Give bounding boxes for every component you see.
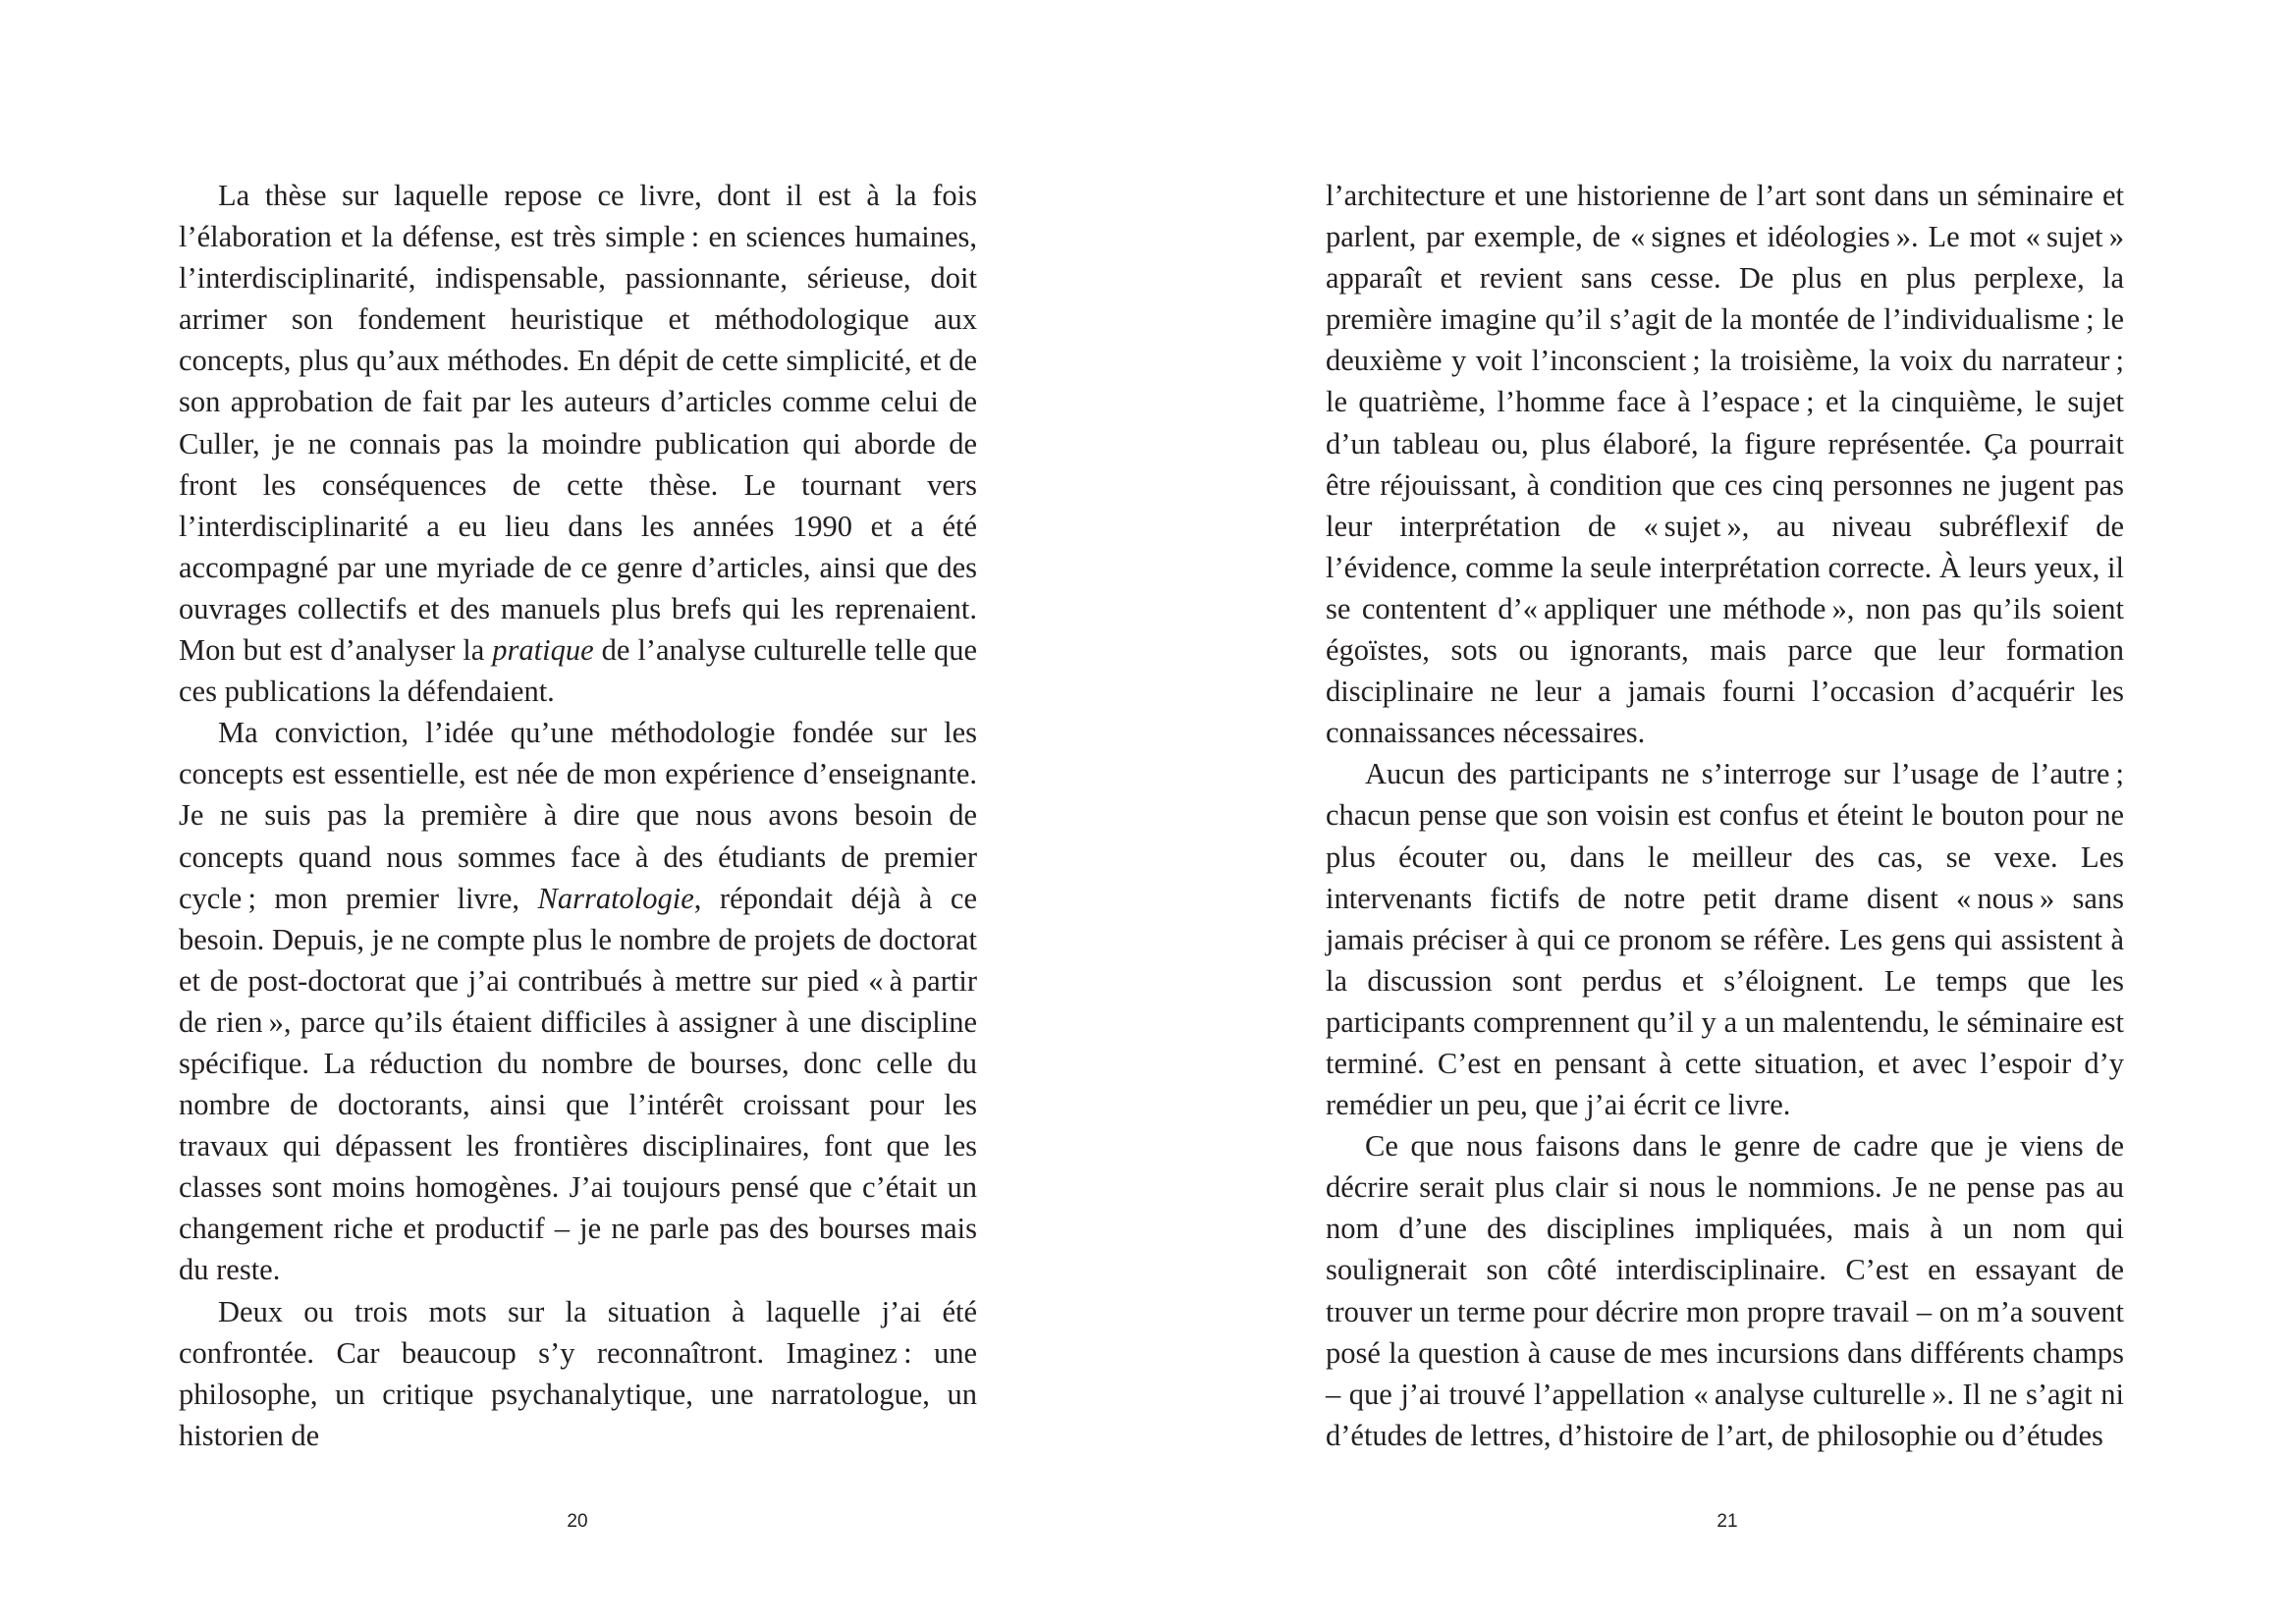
italic-term: pratique — [492, 633, 594, 668]
paragraph: Aucun des participants ne s’interroge sur l’usage de l’autre ; chacun pense que son voisin est confus et éteint le bouton pour ne plus écouter ou, dans le meilleur des cas, se vexe. Les intervenants fictifs de notre petit drame disent « nous » sans jamais préciser à qui ce pronom se réfère. Les gens qui assistent à la discussion sont perdus et s’éloignent. Le temps que les participants comprennent qu’il y a un malentendu, le séminaire est terminé. C’est en pensant à cette situation, et avec l’espoir d’y remédier un peu, que j’ai écrit ce livre. — [1326, 757, 2124, 1122]
page-number: 20 — [567, 1511, 588, 1532]
paragraph: Ma conviction, l’idée qu’une méthodologie fondée sur les concepts est essentielle, est née de mon expérience d’enseignante. Je ne suis pas la première à dire que nous avons besoin de concepts quand nous sommes face à des étudiants de premier cycle ; mon premier livre, Narratologie, répondait déjà à ce besoin. Depuis, je ne compte plus le nombre de projets de doctorat et de post-doctorat que j’ai contribués à mettre sur pied « à partir de rien », parce qu’ils étaient difficiles à assigner à une discipline spécifique. La réduction du nombre de bourses, donc celle du nombre de doctorants, ainsi que l’intérêt croissant pour les travaux qui dépassent les frontières disciplinaires, font que les classes sont moins homogènes. J’ai toujours pensé que c’était un changement riche et productif – je ne parle pas des bourses mais du reste. — [179, 716, 978, 1287]
paragraph: l’architecture et une historienne de l’art sont dans un séminaire et parlent, par exemple, de « signes et idéologies ». Le mot « sujet » apparaît et revient sans cesse. De plus en plus perplexe, la première imagine qu’il s’agit de la montée de l’individualisme ; le deuxième y voit l’inconscient ; la troisième, la voix du narrateur ; le quatrième, l’homme face à l’espace ; et la cinquième, le sujet d’un tableau ou, plus élaboré, la figure représentée. Ça pourrait être réjouissant, à condition que ces cinq personnes ne jugent pas leur interprétation de « sujet », au niveau subréflexif de l’évidence, comme la seule interprétation correcte. À leurs yeux, il se contentent d’« appliquer une méthode », non pas qu’ils soient égoïstes, sots ou ignorants, mais parce que leur formation disciplinaire ne leur a jamais fourni l’occasion d’acquérir les connaissances nécessaires. — [1326, 179, 2124, 750]
paragraph: La thèse sur laquelle repose ce livre, dont il est à la fois l’élaboration et la défense, est très simple : en sciences humaines, l’interdisciplinarité, indispensable, passionnante, sérieuse, doit arrimer son fondement heuristique et méthodologique aux concepts, plus qu’aux méthodes. En dépit de cette simplicité, et de son approbation de fait par les auteurs d’articles comme celui de Culler, je ne connais pas la moindre publication qui aborde de front les conséquences de cette thèse. Le tournant vers l’interdisciplinarité a eu lieu dans les années 1990 et a été accompagné par une myriade de ce genre d’articles, ainsi que des ouvrages collectifs et des manuels plus brefs qui les reprenaient. Mon but est d’analyser la pratique de l’analyse culturelle telle que ces publications la défendaient. — [179, 179, 977, 709]
left-page — [0, 0, 1144, 1624]
paragraph: Ce que nous faisons dans le genre de cadre que je viens de décrire serait plus clair si nous le nommions. Je ne pense pas au nom d’une des disciplines impliquées, mais à un nom qui soulignerait son côté interdisciplinaire. C’est en essayant de trouver un terme pour décrire mon propre travail – on m’a souvent posé la question à cause de mes incursions dans différents champs – que j’ai trouvé l’appellation « analyse culturelle ». Il ne s’agit ni d’études de lettres, d’histoire de l’art, de philosophie ou d’études — [1326, 1129, 2124, 1452]
right-page — [1145, 0, 2289, 1624]
paragraph: Deux ou trois mots sur la situation à laquelle j’ai été confrontée. Car beaucoup s’y reconnaîtront. Imaginez : une philosophe, un critique psychanalytique, une narratologue, un historien de — [179, 1294, 977, 1452]
right-page-text — [1326, 175, 2124, 1456]
book-title: Narratologie — [537, 881, 694, 915]
left-page-text — [179, 175, 977, 1456]
page-number: 21 — [1717, 1511, 1738, 1532]
